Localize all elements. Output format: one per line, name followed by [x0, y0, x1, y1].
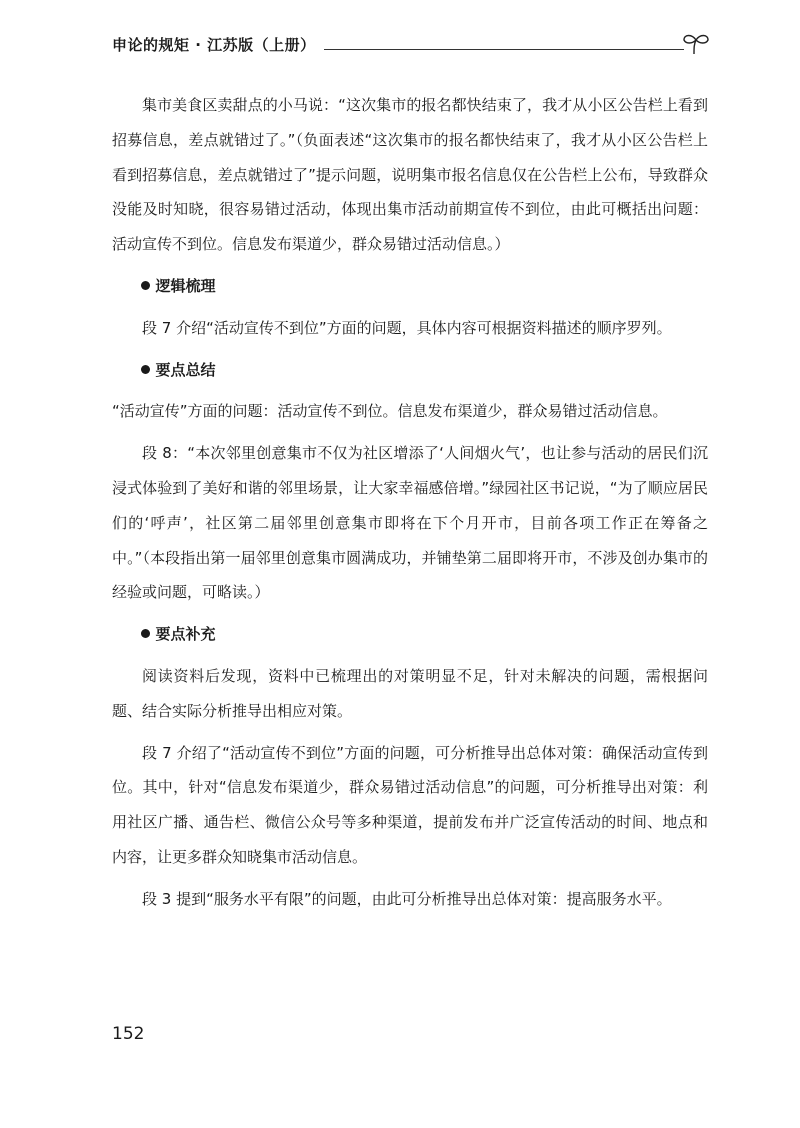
paragraph-segment-7-countermeasure: 段 7 介绍了“活动宣传不到位”方面的问题，可分析推导出总体对策：确保活动宣传到位。其中，针对“信息发布渠道少，群众易错过活动信息”的问题，可分析推导出对策：利用社区广播、通告栏、微信公众号等多种渠道，提前发布并广泛宣传活动的时间、地点和内容，让更多群众知晓集市活动信息。: [112, 743, 708, 866]
paragraph-supplement: 阅读资料后发现，资料中已梳理出的对策明显不足，针对未解决的问题，需根据问题、结合实际分析推导出相应对策。: [112, 666, 708, 720]
paragraph-segment-8: 段 8：“本次邻里创意集市不仅为社区增添了‘人间烟火气’，也让参与活动的居民们沉浸式体验到了美好和谐的邻里场景，让大家幸福感倍增。”绿园社区书记说，“为了顺应居民们的‘呼声’，社区第二届邻里创意集市即将在下个月开市，目前各项工作正在筹备之中。”（本段指出第一届邻里创意集市圆满成功，并铺垫第二届即将开市，不涉及创办集市的经验或问题，可略读。）: [112, 444, 708, 602]
bullet-heading-logic: [112, 269, 708, 304]
bullet-icon: [141, 629, 150, 638]
paragraph-summary: “活动宣传”方面的问题：活动宣传不到位。信息发布渠道少，群众易错过活动信息。: [112, 402, 668, 421]
bullet-label: 逻辑梳理: [155, 276, 216, 295]
paragraph-logic: 段 7 介绍“活动宣传不到位”方面的问题，具体内容可根据资料描述的顺序罗列。: [142, 318, 672, 337]
running-header: [112, 30, 712, 56]
page-number: 152: [112, 1024, 145, 1044]
bullet-label: 要点总结: [155, 360, 216, 379]
bullet-heading-summary: [112, 353, 708, 388]
bullet-icon: [141, 281, 150, 290]
bullet-icon: [141, 365, 150, 374]
book-title: 申论的规矩 · 江苏版（上册）: [112, 36, 316, 54]
paragraph-segment-3-countermeasure: 段 3 提到“服务水平有限”的问题，由此可分析推导出总体对策：提高服务水平。: [142, 889, 672, 908]
bullet-label: 要点补充: [155, 625, 216, 644]
page-body: [112, 88, 708, 917]
bullet-heading-supplement: [112, 617, 708, 652]
paragraph-quote-xiaoma: 集市美食区卖甜点的小马说：“这次集市的报名都快结束了，我才从小区公告栏上看到招募信息，差点就错过了。”（负面表述“这次集市的报名都快结束了，我才从小区公告栏上看到招募信息，差点就错过了”提示问题，说明集市报名信息仅在公告栏上公布，导致群众没能及时知晓，很容易错过活动，体现出集市活动前期宣传不到位，由此可概括出问题：活动宣传不到位。信息发布渠道少，群众易错过活动信息。）: [112, 96, 708, 254]
sprout-icon: [680, 30, 712, 56]
header-rule: [324, 49, 684, 50]
